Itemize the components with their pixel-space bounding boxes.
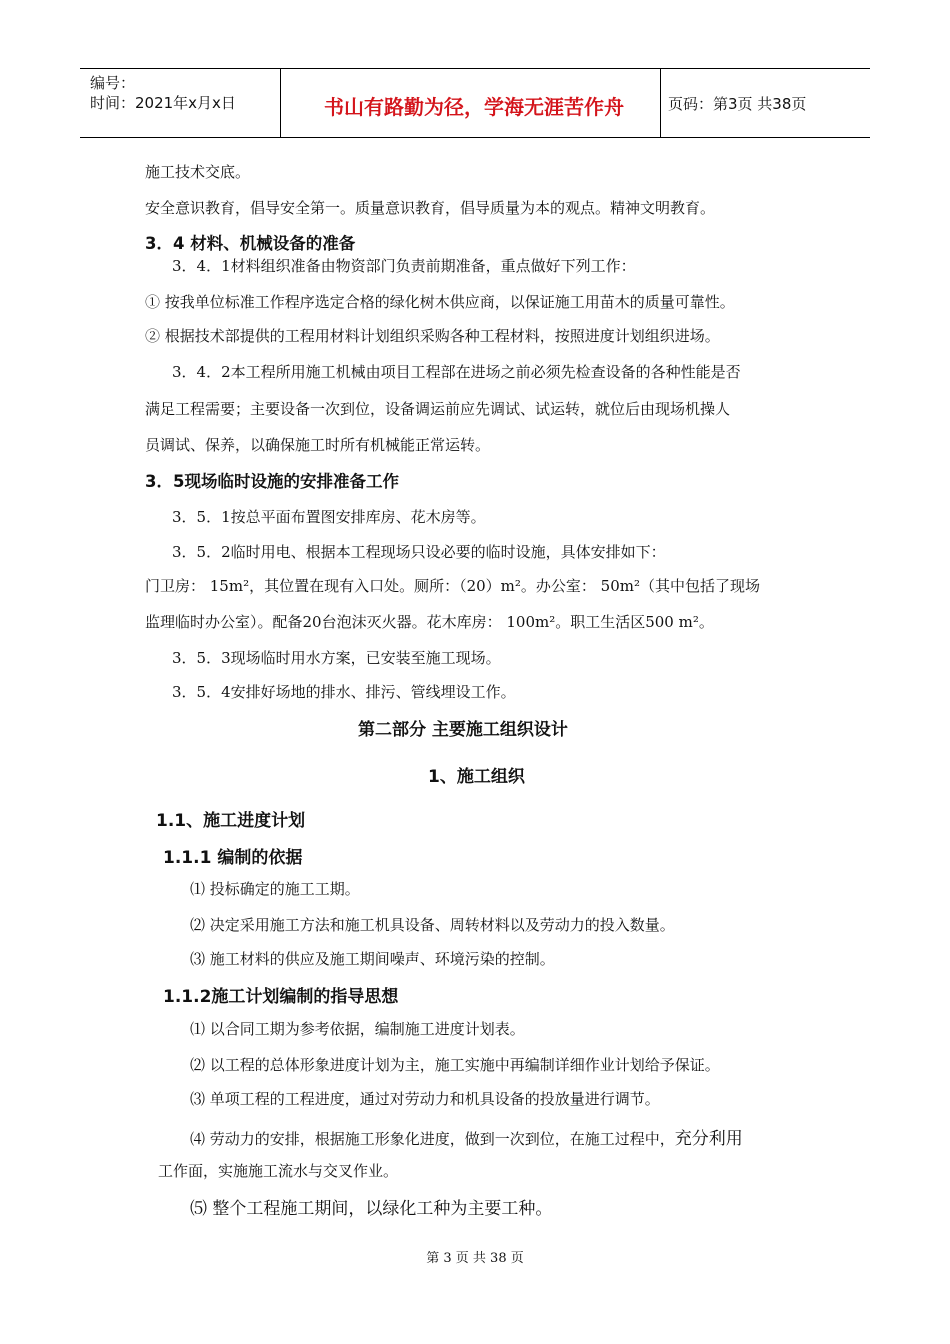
list-item [190, 1124, 743, 1149]
body-line: 满足工程需要；主要设备一次到位，设备调运前应先调试、试运转，就位后由现场机操人 [145, 400, 731, 418]
list-item-text-large: 充分利用 [674, 1129, 743, 1149]
body-line: 安全意识教育，倡导安全第一。质量意识教育，倡导质量为本的观点。精神文明教育。 [145, 199, 716, 217]
body-line: 3．4．2本工程所用施工机械由项目工程部在进场之前必须先检查设备的各种性能是否 [172, 363, 741, 381]
list-item-text: ⑷ 劳动力的安排，根据施工形象化进度，做到一次到位，在施工过程中， [190, 1130, 675, 1148]
heading-3-4: 3．4 材料、机械设备的准备 [145, 234, 356, 253]
body-line: 3．4．1材料组织准备由物资部门负责前期准备，重点做好下列工作： [172, 257, 636, 275]
body-line: ① 按我单位标准工作程序选定合格的绿化树木供应商，以保证施工用苗木的质量可靠性。 [145, 293, 735, 311]
header-motto: 书山有路勤为径，学海无涯苦作舟 [324, 95, 624, 119]
list-item: ⑶ 单项工程的工程进度，通过对劳动力和机具设备的投放量进行调节。 [190, 1090, 660, 1108]
header-divider [280, 69, 281, 137]
list-item: ⑴ 以合同工期为参考依据，编制施工进度计划表。 [190, 1020, 525, 1038]
heading-1-1-2: 1.1.2施工计划编制的指导思想 [163, 987, 399, 1007]
body-line: 工作面，实施施工流水与交叉作业。 [158, 1162, 399, 1180]
body-line: 员调试、保养，以确保施工时所有机械能正常运转。 [145, 436, 491, 454]
list-item: ⑶ 施工材料的供应及施工期间噪声、环境污染的控制。 [190, 950, 555, 968]
body-line: 监理临时办公室）。配备20台泡沫灭火器。花木库房： 100m²。职工生活区500 m²。 [145, 613, 714, 631]
time-label: 时间：2021年x月x日 [90, 94, 236, 112]
page-header [80, 68, 870, 138]
list-item: ⑵ 以工程的总体形象进度计划为主，施工实施中再编制详细作业计划给予保证。 [190, 1056, 720, 1074]
body-line: 门卫房： 15m²，其位置在现有入口处。厕所：（20）m²。办公室： 50m²（其中包括了现场 [145, 577, 761, 595]
heading-1-1: 1.1、施工进度计划 [156, 811, 306, 831]
body-line: 3．5．4安排好场地的排水、排污、管线埋设工作。 [172, 683, 516, 701]
list-item: ⑸ 整个工程施工期间，以绿化工种为主要工种。 [190, 1199, 553, 1219]
body-line: 3．5．1按总平面布置图安排库房、花木房等。 [172, 508, 486, 526]
body-line: 3．5．2临时用电、根据本工程现场只设必要的临时设施，具体安排如下： [172, 543, 666, 561]
page-footer: 第 3 页 共 38 页 [426, 1251, 524, 1266]
header-page-info: 页码：第3页 共38页 [668, 95, 807, 113]
heading-1-1-1: 1.1.1 编制的依据 [163, 848, 303, 868]
body-line: 施工技术交底。 [145, 163, 251, 181]
body-line: ② 根据技术部提供的工程用材料计划组织采购各种工程材料，按照进度计划组织进场。 [145, 327, 720, 345]
part-title: 第二部分 主要施工组织设计 [358, 720, 568, 740]
section-title: 1、施工组织 [428, 767, 525, 787]
header-meta [90, 73, 236, 113]
list-item: ⑴ 投标确定的施工工期。 [190, 880, 360, 898]
number-label: 编号： [90, 74, 136, 92]
heading-3-5: 3．5现场临时设施的安排准备工作 [145, 472, 399, 491]
list-item: ⑵ 决定采用施工方法和施工机具设备、周转材料以及劳动力的投入数量。 [190, 916, 675, 934]
body-line: 3．5．3现场临时用水方案，已安装至施工现场。 [172, 649, 501, 667]
